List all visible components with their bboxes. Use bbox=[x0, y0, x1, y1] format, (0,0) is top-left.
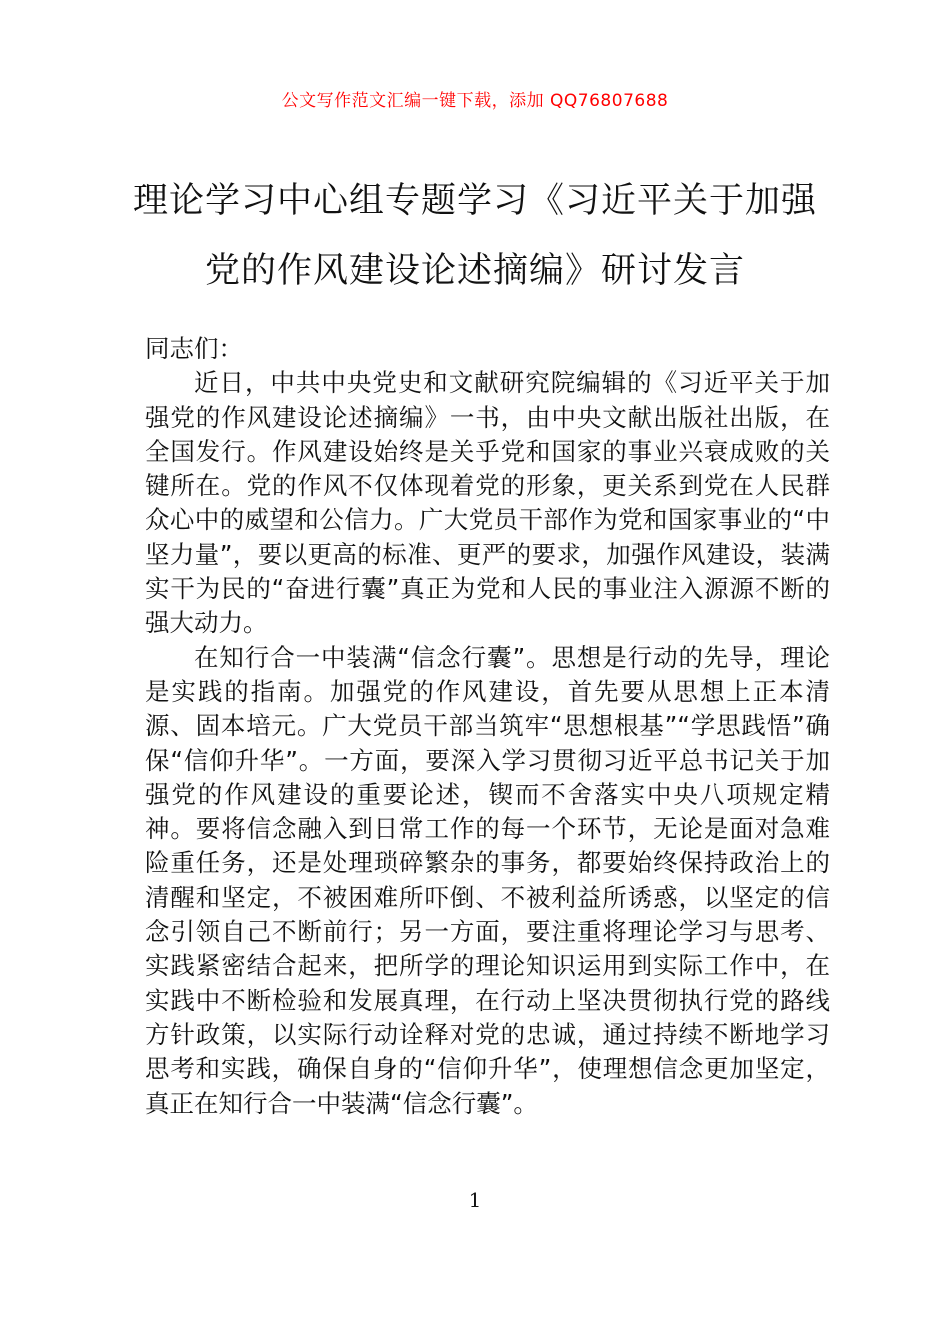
header-download-note: 公文写作范文汇编一键下载，添加 QQ76807688 bbox=[281, 91, 669, 111]
paragraph-belief: 在知行合一中装满“信念行囊”。思想是行动的先导，理论是实践的指南。加强党的作风建设，首先要从思想上正本清源、固本培元。广大党员干部当筑牢“思想根基”“学思践悟”确保“信仰升华”。一方面，要深入学习贯彻习近平总书记关于加强党的作风建设的重要论述，锲而不舍落实中央八项规定精神。要将信念融入到日常工作的每一个环节，无论是面对急难险重任务，还是处理琐碎繁杂的事务，都要始终保持政治上的清醒和坚定，不被困难所吓倒、不被利益所诱惑，以坚定的信念引领自己不断前行；另一方面，要注重将理论学习与思考、实践紧密结合起来，把所学的理论知识运用到实际工作中，在实践中不断检验和发展真理，在行动上坚决贯彻执行党的路线方针政策，以实际行动诠释对党的忠诚，通过持续不断地学习思考和实践，确保自身的“信仰升华”，使理想信念更加坚定，真正在知行合一中装满“信念行囊”。 bbox=[145, 642, 830, 1118]
paragraph-intro: 近日，中共中央党史和文献研究院编辑的《习近平关于加强党的作风建设论述摘编》一书，由中央文献出版社出版，在全国发行。作风建设始终是关乎党和国家的事业兴衰成败的关键所在。党的作风不仅体现着党的形象，更关系到党在人民群众心中的威望和公信力。广大党员干部作为党和国家事业的“中坚力量”，要以更高的标准、更严的要求，加强作风建设，装满实干为民的“奋进行囊”真正为党和人民的事业注入源源不断的强大动力。 bbox=[145, 368, 830, 638]
document-body bbox=[145, 332, 830, 1121]
page-number: 1 bbox=[468, 1188, 482, 1212]
salutation: 同志们： bbox=[145, 334, 243, 363]
document-title: 理论学习中心组专题学习《习近平关于加强党的作风建设论述摘编》研讨发言 bbox=[132, 181, 817, 291]
